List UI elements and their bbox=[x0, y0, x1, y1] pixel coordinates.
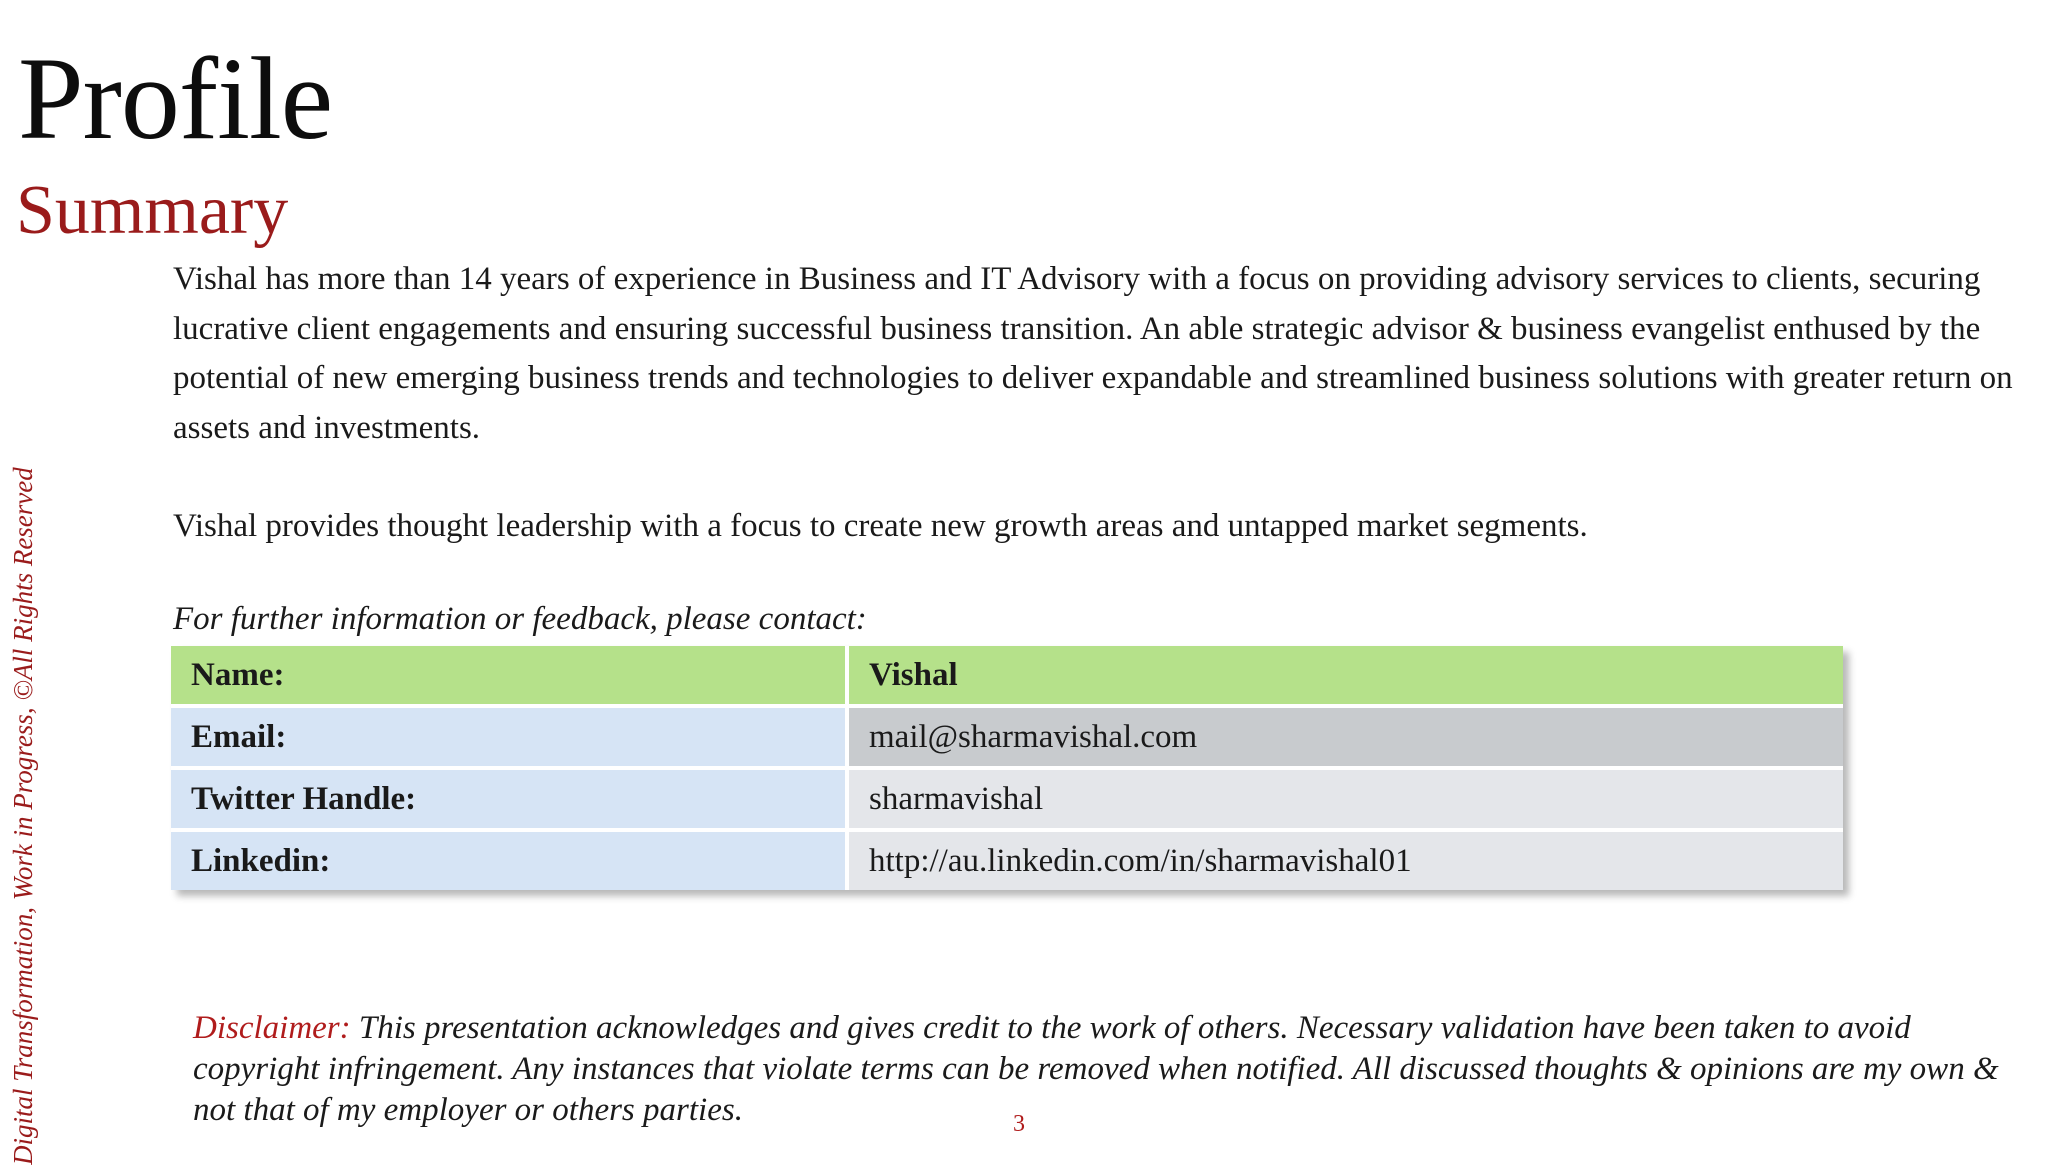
contact-intro: For further information or feedback, please contact: bbox=[173, 601, 867, 637]
summary-section bbox=[173, 255, 2013, 552]
contact-value-twitter[interactable]: sharmavishal bbox=[849, 770, 1843, 828]
slide-title: Profile bbox=[18, 33, 333, 164]
slide-subtitle: Summary bbox=[16, 172, 289, 249]
contact-row-email bbox=[171, 708, 1843, 766]
summary-paragraph-2: Vishal provides thought leadership with a focus to create new growth areas and untapped market segments. bbox=[173, 508, 1588, 544]
contact-row-linkedin bbox=[171, 832, 1843, 890]
contact-label-name: Name: bbox=[171, 646, 845, 704]
disclaimer-label: Disclaimer: bbox=[193, 1010, 351, 1046]
page-number: 3 bbox=[1013, 1111, 1025, 1137]
contact-value-linkedin[interactable]: http://au.linkedin.com/in/sharmavishal01 bbox=[849, 832, 1843, 890]
disclaimer-text: This presentation acknowledges and gives credit to the work of others. Necessary validation have been taken to avoid copyright infringement. Any instances that violate terms can be removed when notified. All discussed thoughts & opinions are my own & not that of my employer or others parties. bbox=[193, 1010, 1999, 1128]
contact-value-name: Vishal bbox=[849, 646, 1843, 704]
disclaimer bbox=[193, 1008, 2013, 1131]
side-footer-text: Digital Transformation, Work in Progress, ©All Rights Reserved bbox=[8, 467, 38, 1165]
summary-paragraph-1: Vishal has more than 14 years of experience in Business and IT Advisory with a focus on providing advisory services to clients, securing lucrative client engagements and ensuring successful business transition. An able strategic advisor & business evangelist enthused by the potential of new emerging business trends and technologies to deliver expandable and streamlined business solutions with greater return on assets and investments. bbox=[173, 261, 2013, 446]
contact-value-email[interactable]: mail@sharmavishal.com bbox=[849, 708, 1843, 766]
contact-label-linkedin: Linkedin: bbox=[171, 832, 845, 890]
contact-row-twitter bbox=[171, 770, 1843, 828]
contact-table bbox=[171, 646, 1843, 890]
contact-label-email: Email: bbox=[171, 708, 845, 766]
contact-row-name bbox=[171, 646, 1843, 704]
contact-label-twitter: Twitter Handle: bbox=[171, 770, 845, 828]
